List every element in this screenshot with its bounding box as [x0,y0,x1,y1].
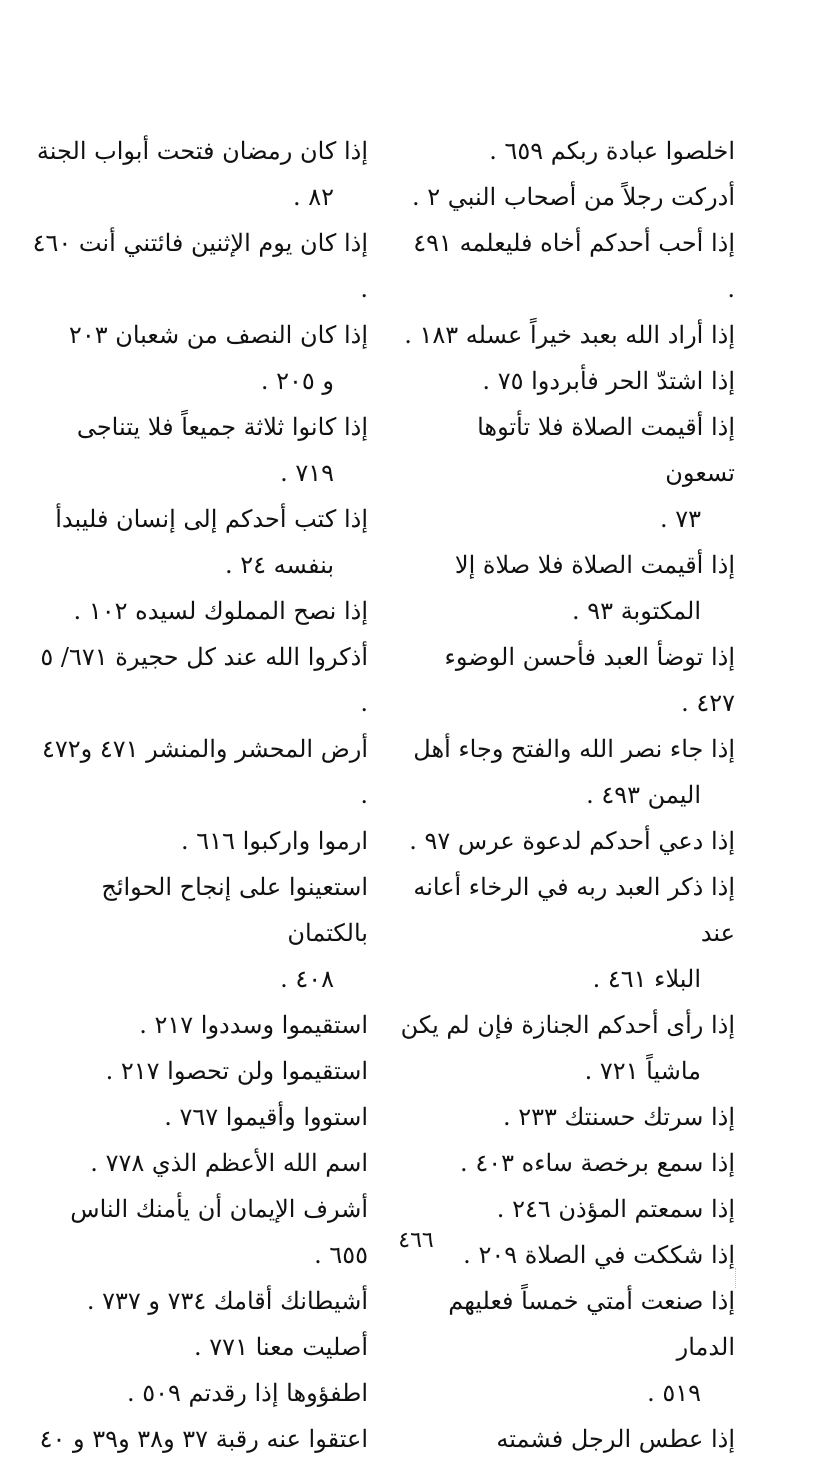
index-entry [400,404,735,542]
index-entry [400,174,735,220]
index-entry [30,1278,368,1324]
index-entry [400,634,735,726]
index-entry-text: إذا صنعت أمتي خمساً فعليهم الدمار [448,1287,735,1361]
index-entry-text: اعتقوا عنه رقبة ٣٧ و٣٨ و٣٩ و ٤٠ [39,1425,368,1453]
index-entry [400,358,735,404]
index-entry [30,726,368,818]
index-entry [30,1094,368,1140]
index-entry-text: أدركت رجلاً من أصحاب النبي ٢ . [411,183,735,211]
index-entry [30,312,368,404]
index-entry-text: استقيموا ولن تحصوا ٢١٧ . [105,1057,368,1085]
index-entry-continuation: اليمن ٤٩٣ . [586,781,701,809]
index-entry [400,1094,735,1140]
index-entry [400,1002,735,1094]
index-entry-continuation: ماشياً ٧٢١ . [584,1057,701,1085]
index-entry-text: إذا سمعتم المؤذن ٢٤٦ . [496,1195,735,1223]
index-entry [30,1048,368,1094]
index-entry-continuation: و ٢٠٥ . [260,367,334,395]
index-entry-text: إذا اشتدّ الحر فأبردوا ٧٥ . [482,367,735,395]
index-entry-text: إذا كتب أحدكم إلى إنسان فليبدأ [55,505,368,533]
index-entry-text: إذا كان يوم الإثنين فائتني أنت ٤٦٠ . [32,229,368,303]
index-entry [30,1416,368,1462]
index-entry [400,818,735,864]
index-entry-text: إذا دعي أحدكم لدعوة عرس ٩٧ . [409,827,735,855]
scan-edge-mark [735,1268,738,1288]
index-entry [400,1416,735,1462]
index-entry-text: إذا سرتك حسنتك ٢٣٣ . [502,1103,735,1131]
index-entry [400,128,735,174]
index-entry-continuation: البلاء ٤٦١ . [592,965,701,993]
index-entry-text: استعينوا على إنجاح الحوائج بالكتمان [101,873,368,947]
index-entry [30,496,368,588]
index-entry [30,1370,368,1416]
index-entry [400,312,735,358]
index-entry [30,128,368,220]
index-entry [30,220,368,312]
index-entry-text: إذا كان رمضان فتحت أبواب الجنة [36,137,368,165]
index-entry [400,220,735,312]
index-entry-text: أشيطانك أقامك ٧٣٤ و ٧٣٧ . [86,1287,368,1315]
index-entry-text: إذا أقيمت الصلاة فلا صلاة إلا [454,551,735,579]
index-entry-continuation: بنفسه ٢٤ . [224,551,334,579]
index-entry [30,818,368,864]
index-entry-text: إذا عطس الرجل فشمته [496,1425,735,1453]
index-entry-text: استووا وأقيموا ٧٦٧ . [164,1103,368,1131]
index-entry-text: اسم الله الأعظم الذي ٧٧٨ . [90,1149,368,1177]
index-entry-text: إذا رأى أحدكم الجنازة فإن لم يكن [400,1011,735,1039]
index-entry-continuation: ٧٣ . [659,505,701,533]
index-entry [400,864,735,1002]
index-entry-text: إذا سمع برخصة ساءه ٤٠٣ . [460,1149,735,1177]
index-entry-text: إذا أحب أحدكم أخاه فليعلمه ٤٩١ . [413,229,735,303]
index-entry-continuation: ٤٠٨ . [280,965,334,993]
index-entry-continuation: ٧١٩ . [280,459,334,487]
index-entry-text: اخلصوا عبادة ربكم ٦٥٩ . [489,137,735,165]
index-entry [400,726,735,818]
index-entry-continuation: ٨٢ . [292,183,334,211]
index-entry [400,1186,735,1232]
index-entry-text: أرض المحشر والمنشر ٤٧١ و٤٧٢ . [41,735,368,809]
index-entry [30,634,368,726]
index-entry-text: إذا جاء نصر الله والفتح وجاء أهل [413,735,735,763]
index-entry [400,1278,735,1416]
index-entry [30,588,368,634]
index-entry-text: إذا نصح المملوك لسيده ١٠٢ . [73,597,368,625]
index-entry-text: أصليت معنا ٧٧١ . [194,1333,368,1361]
index-entry-text: إذا كانوا ثلاثة جميعاً فلا يتناجى [76,413,368,441]
page-number: ٤٦٦ [398,1228,434,1253]
index-entry [30,1140,368,1186]
index-entry [30,404,368,496]
index-entry [400,1140,735,1186]
index-entry-text: أشرف الإيمان أن يأمنك الناس ٦٥٥ . [70,1195,368,1269]
index-entry-text: إذا أقيمت الصلاة فلا تأتوها تسعون [477,413,735,487]
index-entry-continuation: المكتوبة ٩٣ . [572,597,701,625]
index-entry-text: إذا ذكر العبد ربه في الرخاء أعانه عند [413,873,735,947]
index-entry [400,542,735,634]
index-entry-text: أذكروا الله عند كل حجيرة ٦٧١/ ٥ . [40,643,368,717]
index-entry-text: إذا أراد الله بعبد خيراً عسله ١٨٣ . [404,321,735,349]
index-column-left [30,128,368,1462]
index-entry-continuation: ٥١٩ . [647,1379,701,1407]
index-entry-text: إذا توضأ العبد فأحسن الوضوء ٤٢٧ . [444,643,735,717]
index-column-right [400,128,735,1462]
index-entry [30,1002,368,1048]
index-entry-text: استقيموا وسددوا ٢١٧ . [139,1011,368,1039]
index-entry-text: إذا كان النصف من شعبان ٢٠٣ [68,321,368,349]
index-entry-text: ارموا واركبوا ٦١٦ . [181,827,368,855]
index-entry [30,864,368,1002]
index-entry [30,1324,368,1370]
index-entry-text: اطفؤوها إذا رقدتم ٥٠٩ . [126,1379,368,1407]
index-entry-text: إذا شككت في الصلاة ٢٠٩ . [463,1241,735,1269]
